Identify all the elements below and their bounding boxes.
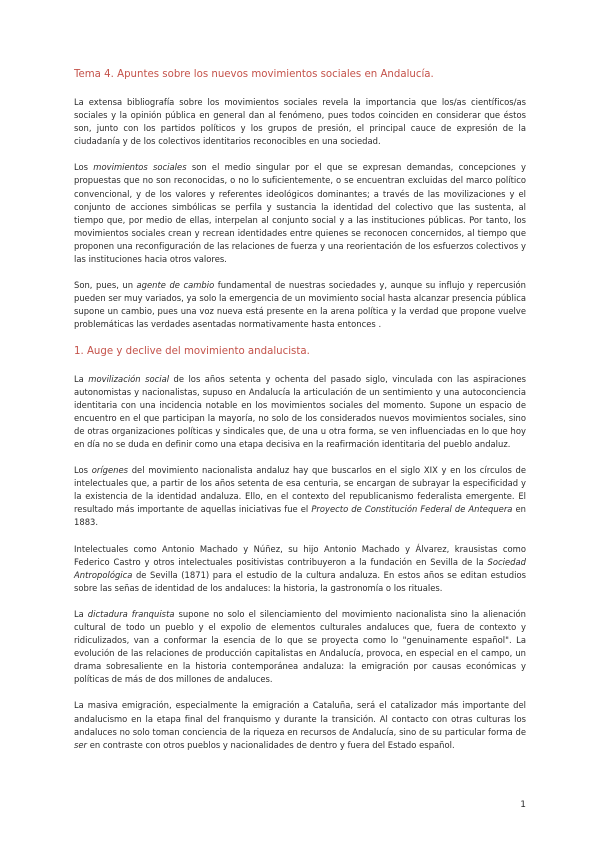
section-1-paragraph-5	[74, 699, 526, 751]
page-content	[74, 68, 526, 765]
emphasis-movilizacion-social: movilización social	[88, 373, 170, 384]
section-1-paragraph-2	[74, 464, 526, 529]
emphasis-movimientos-sociales: movimientos sociales	[93, 162, 187, 173]
text-run: en 1883.	[74, 504, 526, 528]
text-run: La masiva emigración, especialmente la emigración a Cataluña, será el catalizador más importante del andalucismo en la etapa final del franquismo y durante la transición. Al contacto con otras culturas los andaluces no solo toman conciencia de la riqueza en recursos de Andalucía, sino de su particular forma de	[74, 700, 526, 737]
intro-paragraph-1: La extensa bibliografía sobre los movimientos sociales revela la importancia que los/as científicos/as sociales y la opinión pública en general dan al fenómeno, pues todos coinciden en considerar que éstos son, junto con los partidos políticos y los grupos de presión, el principal cauce de expresión de la ciudadanía y de los colectivos identitarios reconocibles en una sociedad.	[74, 97, 526, 147]
emphasis-agente-de-cambio: agente de cambio	[136, 280, 215, 291]
section-1-heading: 1. Auge y declive del movimiento andalucista.	[74, 345, 310, 357]
emphasis-sociedad-antropologica: Sociedad Antropológica	[74, 556, 526, 580]
intro-paragraph-2	[74, 161, 526, 266]
text-run: en contraste con otros pueblos y nacionalidades de dentro y fuera del Estado español.	[87, 739, 455, 750]
text-run: Los	[74, 465, 92, 476]
section-1-paragraph-3	[74, 543, 526, 595]
text-run: del movimiento nacionalista andaluz hay que buscarlos en el siglo XIX y en los círculos de intelectuales que, a partir de los años setenta de esa centuria, se encargan de subrayar la especificidad y la existencia de la identidad andaluza. Ello, en el contexto del republicanismo federalista emergente. El resultado más importante de aquellas iniciativas fue el	[74, 465, 527, 515]
emphasis-proyecto-constitucion: Proyecto de Constitución Federal de Antequera	[311, 504, 513, 515]
intro-paragraph-3	[74, 279, 526, 331]
text-run: fundamental de nuestras sociedades y, aunque su influjo y repercusión pueden ser muy variados, ya solo la emergencia de un movimiento social hasta alcanzar presencia pública supone un cambio, pues una voz nueva está presente en la arena política y la verdad que propone vuelve problemáticas las verdades asentadas normativamente hasta entonces .	[74, 280, 526, 330]
text-run: Intelectuales como Antonio Machado y Núñez, su hijo Antonio Machado y Álvarez, krausistas como Federico Castro y otros intelectuales positivistas contribuyeron a la fundación en Sevilla de la	[74, 543, 526, 567]
emphasis-ser: ser	[74, 739, 88, 750]
text-run: supone no solo el silenciamiento del movimiento nacionalista sino la alienación cultural de todo un pueblo y el expolio de elementos culturales andaluces que, fuera de contexto y ridiculizados, van a conformar la esencia de lo que se proyecta como lo "genuinamente español". La evolución de las relaciones de producción capitalistas en Andalucía, provoca, en especial en el campo, un drama sobresaliente en la historia contemporánea andaluza: la emigración por causas económicas y políticas de más de dos millones de andaluces.	[74, 608, 526, 685]
text-run: de los años setenta y ochenta del pasado siglo, vinculada con las aspiraciones autonomistas y nacionalistas, supuso en Andalucía la articulación de un sentimiento y una autoconciencia identitaria con una incidencia notable en los movimientos sociales del momento. Supone un espacio de encuentro en el que participan la mayoría, no solo de los considerados nuevos movimientos sociales, sino de otras organizaciones políticas y sindicales que, de una u otra forma, se ven influenciadas en lo que hoy en día no se duda en definir como una etapa decisiva en la reafirmación identitaria del pueblo andaluz.	[74, 373, 527, 449]
emphasis-origenes: orígenes	[91, 465, 129, 476]
text-run: son el medio singular por el que se expresan demandas, concepciones y propuestas que no son reconocidas, o no lo suficientemente, o se encuentran excluidas del marco político convencional, y de los valores y referentes ideológicos dominantes; a través de las movilizaciones y el conjunto de acciones simbólicas se perfila y sustancia la identidad del colectivo que las sustenta, al tiempo que, por medio de ellas, interpelan al conjunto social y a las instituciones públicas. Por tanto, los movimientos sociales crean y recrean identidades entre quienes se reconocen concernidos, al tiempo que proponen una reconfiguración de las relaciones de fuerza y una reorientación de los esfuerzos colectivos y las instituciones hacia otros valores.	[74, 162, 526, 265]
text-run: La	[74, 608, 88, 619]
text-run: Los	[74, 162, 94, 173]
section-1-paragraph-4	[74, 608, 526, 687]
text-run: Son, pues, un	[74, 280, 137, 291]
section-1-paragraph-1	[74, 373, 526, 452]
text-run: La	[74, 373, 89, 384]
text-run: de Sevilla (1871) para el estudio de la cultura andaluza. En estos años se editan estudios sobre las señas de identidad de los andaluces: la historia, la gastronomía o los rituales.	[74, 569, 526, 593]
emphasis-dictadura-franquista: dictadura franquista	[87, 608, 175, 619]
page-number: 1	[520, 800, 526, 810]
document-title: Tema 4. Apuntes sobre los nuevos movimientos sociales en Andalucía.	[74, 69, 434, 80]
